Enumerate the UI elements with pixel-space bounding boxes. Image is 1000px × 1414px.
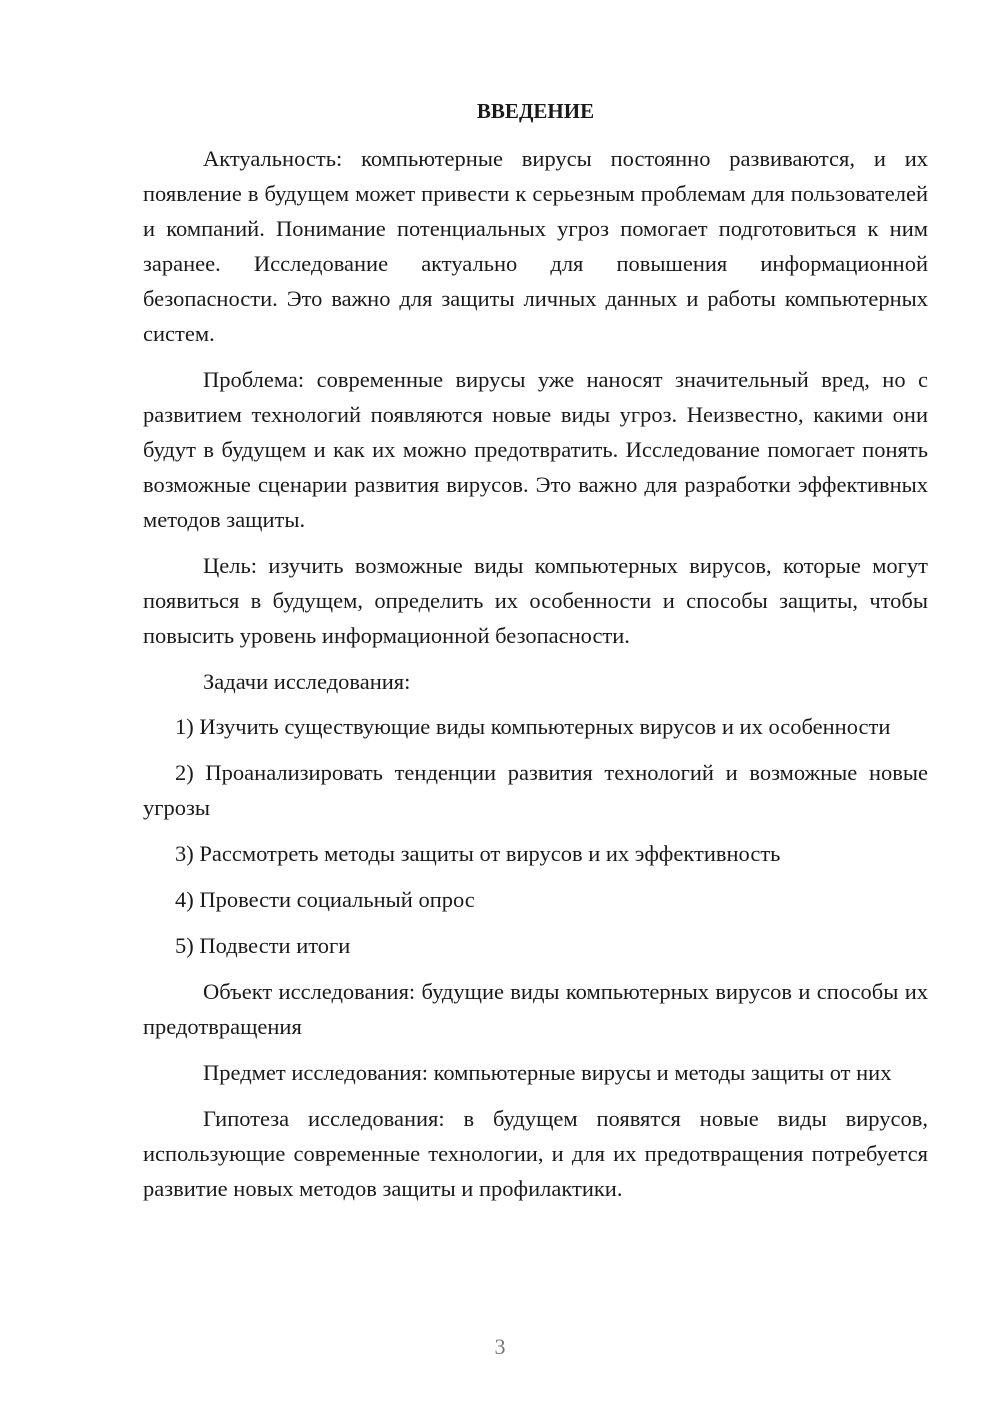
page-title: ВВЕДЕНИЕ bbox=[476, 99, 595, 123]
page-number: 3 bbox=[494, 1334, 506, 1359]
task-item: 5) Подвести итоги bbox=[175, 933, 351, 958]
paragraph-problem: Проблема: современные вирусы уже наносят значительный вред, но с развитием технологий появляются новые виды угроз. Неизвестно, какими они будут в будущем и как их можно предотвратить. Исследование помогает понять возможные сценарии развития вирусов. Это важно для разработки эффективных методов защиты. bbox=[143, 367, 928, 532]
paragraph-goal: Цель: изучить возможные виды компьютерных вирусов, которые могут появиться в будущем, определить их особенности и способы защиты, чтобы повысить уровень информационной безопасности. bbox=[143, 553, 928, 648]
paragraph-relevance: Актуальность: компьютерные вирусы постоянно развиваются, и их появление в будущем может привести к серьезным проблемам для пользователей и компаний. Понимание потенциальных угроз помогает подготовиться к ним заранее. Исследование актуально для повышения информационной безопасности. Это важно для защиты личных данных и работы компьютерных систем. bbox=[143, 146, 928, 346]
paragraph-subject: Предмет исследования: компьютерные вирусы и методы защиты от них bbox=[203, 1060, 892, 1085]
task-item: 3) Рассмотреть методы защиты от вирусов и их эффективность bbox=[175, 841, 781, 866]
task-item: 1) Изучить существующие виды компьютерных вирусов и их особенности bbox=[175, 714, 891, 739]
paragraph-hypothesis: Гипотеза исследования: в будущем появятся новые виды вирусов, использующие современные технологии, и для их предотвращения потребуется развитие новых методов защиты и профилактики. bbox=[143, 1106, 928, 1201]
task-item: 4) Провести социальный опрос bbox=[175, 887, 475, 912]
paragraph-object: Объект исследования: будущие виды компьютерных вирусов и способы их предотвращения bbox=[143, 979, 928, 1039]
page-content bbox=[143, 94, 928, 1217]
task-item: 2) Проанализировать тенденции развития технологий и возможные новые угрозы bbox=[143, 760, 928, 820]
tasks-title: Задачи исследования: bbox=[203, 669, 411, 694]
